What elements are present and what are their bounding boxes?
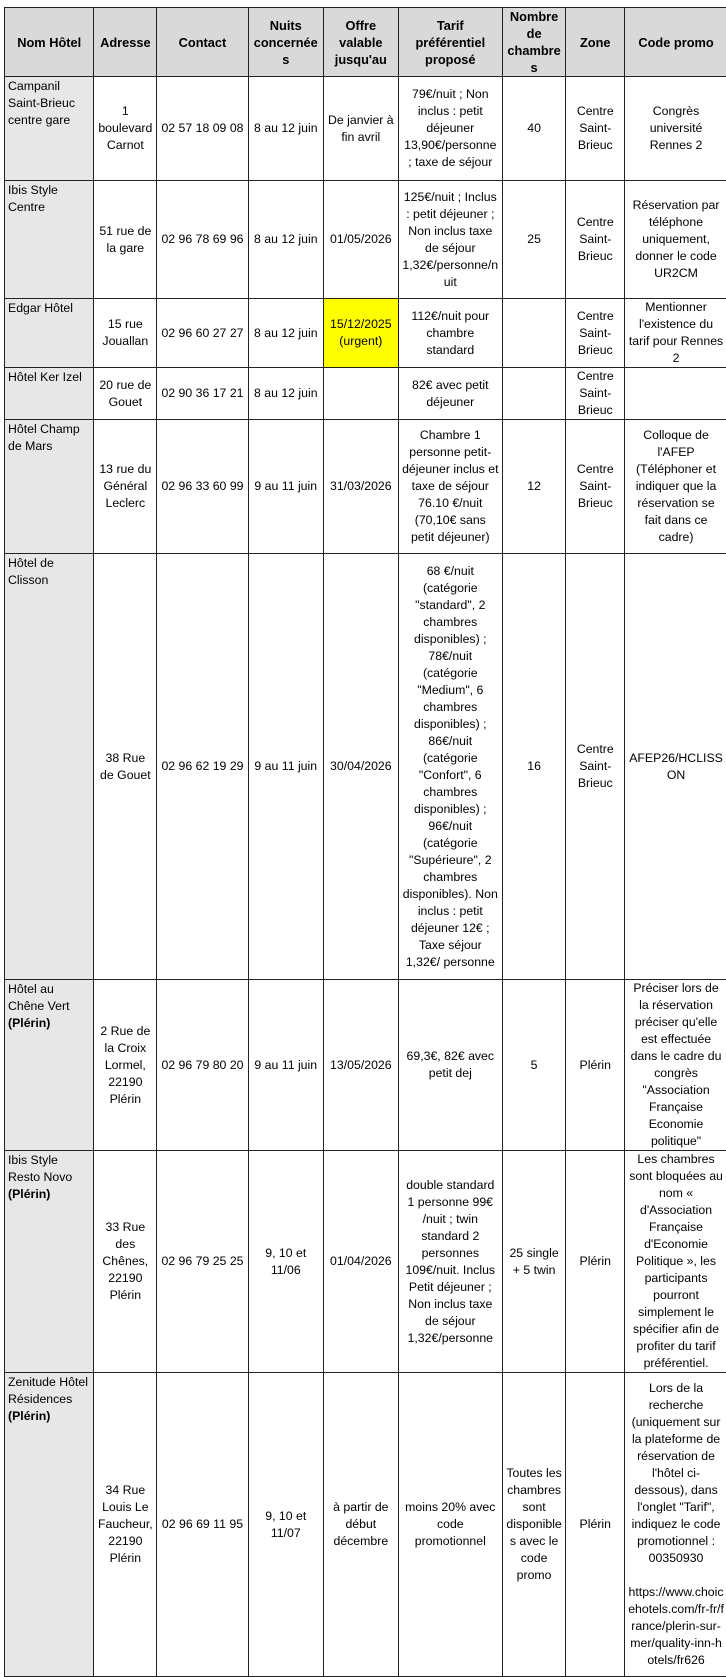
hotel-location: (Plérin) — [8, 1408, 90, 1425]
table-row — [5, 420, 726, 554]
rate-cell: 68 €/nuit (catégorie "standard", 2 chambres disponibles) ; 78€/nuit (catégorie "Medium", 6 chambres disponibles) ; 86€/nuit (catégorie "Confort", 6 chambres disponibles) ; 96€/nuit (catégorie "Supérieure", 2 chambres disponibles). Non inclus : petit déjeuner 12€ ; Taxe séjour 1,32€/ personne — [398, 554, 502, 980]
promo-cell: Congrès université Rennes 2 — [625, 77, 726, 181]
valid-until-cell: 31/03/2026 — [323, 420, 398, 554]
promo-cell: Les chambres sont bloquées au nom « d'Association Française d'Economie Politique », les participants pourront simplement le spécifier afin de profiter du tarif préférentiel. — [625, 1151, 726, 1373]
rooms-cell: 16 — [502, 554, 566, 980]
promo-cell: AFEP26/HCLISSON — [625, 554, 726, 980]
rooms-cell: Toutes les chambres sont disponibles avec le code promo — [502, 1373, 566, 1677]
zone-cell: Centre Saint-Brieuc — [566, 77, 625, 181]
rate-cell: Chambre 1 personne petit-déjeuner inclus et taxe de séjour 76.10 €/nuit (70,10€ sans petit déjeuner) — [398, 420, 502, 554]
rooms-cell: 40 — [502, 77, 566, 181]
nights-cell: 8 au 12 juin — [248, 77, 323, 181]
rate-cell: double standard 1 personne 99€ /nuit ; twin standard 2 personnes 109€/nuit. Inclus Petit déjeuner ; Non inclus taxe de séjour 1,32€/personne — [398, 1151, 502, 1373]
valid-until-cell: 01/05/2026 — [323, 181, 398, 299]
contact-cell: 02 96 79 80 20 — [157, 980, 249, 1151]
rooms-cell — [502, 299, 566, 368]
header-rooms: Nombre de chambres — [502, 8, 566, 77]
valid-until-cell: 30/04/2026 — [323, 554, 398, 980]
zone-cell: Plérin — [566, 1373, 625, 1677]
hotel-name: Ibis Style Resto Novo — [8, 1152, 90, 1186]
header-nights: Nuits concernées — [248, 8, 323, 77]
rooms-cell: 12 — [502, 420, 566, 554]
hotel-table — [4, 7, 726, 1677]
address-cell: 15 rue Jouallan — [94, 299, 157, 368]
nights-cell: 8 au 12 juin — [248, 299, 323, 368]
hotel-name: Hôtel Champ de Mars — [8, 421, 90, 455]
address-cell: 20 rue de Gouet — [94, 368, 157, 420]
contact-cell: 02 96 69 11 95 — [157, 1373, 249, 1677]
rate-cell: 79€/nuit ; Non inclus : petit déjeuner 13,90€/personne ; taxe de séjour — [398, 77, 502, 181]
promo-cell: Colloque de l'AFEP (Téléphoner et indiquer que la réservation se fait dans ce cadre) — [625, 420, 726, 554]
hotel-name-cell — [5, 368, 94, 420]
contact-cell: 02 57 18 09 08 — [157, 77, 249, 181]
header-zone: Zone — [566, 8, 625, 77]
address-cell: 1 boulevard Carnot — [94, 77, 157, 181]
rooms-cell: 25 — [502, 181, 566, 299]
contact-cell: 02 90 36 17 21 — [157, 368, 249, 420]
table-row — [5, 554, 726, 980]
zone-cell: Centre Saint-Brieuc — [566, 420, 625, 554]
address-cell: 38 Rue de Gouet — [94, 554, 157, 980]
hotel-name-cell — [5, 980, 94, 1151]
valid-until-cell: 01/04/2026 — [323, 1151, 398, 1373]
zone-cell: Centre Saint-Brieuc — [566, 368, 625, 420]
rooms-cell: 25 single + 5 twin — [502, 1151, 566, 1373]
contact-cell: 02 96 60 27 27 — [157, 299, 249, 368]
valid-until-cell-urgent: 15/12/2025 (urgent) — [323, 299, 398, 368]
zone-cell: Plérin — [566, 980, 625, 1151]
address-cell: 13 rue du Général Leclerc — [94, 420, 157, 554]
rooms-cell — [502, 368, 566, 420]
zone-cell: Centre Saint-Brieuc — [566, 554, 625, 980]
address-cell: 33 Rue des Chênes, 22190 Plérin — [94, 1151, 157, 1373]
zone-cell: Plérin — [566, 1151, 625, 1373]
address-cell: 34 Rue Louis Le Faucheur, 22190 Plérin — [94, 1373, 157, 1677]
hotel-location: (Plérin) — [8, 1015, 90, 1032]
contact-cell: 02 96 79 25 25 — [157, 1151, 249, 1373]
promo-cell: Mentionner l'existence du tarif pour Rennes 2 — [625, 299, 726, 368]
hotel-name-cell — [5, 77, 94, 181]
hotel-name: Hôtel au Chêne Vert — [8, 981, 90, 1015]
nights-cell: 8 au 12 juin — [248, 181, 323, 299]
rate-cell: moins 20% avec code promotionnel — [398, 1373, 502, 1677]
contact-cell: 02 96 33 60 99 — [157, 420, 249, 554]
hotel-name-cell — [5, 1151, 94, 1373]
header-valid-until: Offre valable jusqu'au — [323, 8, 398, 77]
hotel-name: Hôtel Ker Izel — [8, 369, 90, 386]
address-cell: 51 rue de la gare — [94, 181, 157, 299]
hotel-name: Hôtel de Clisson — [8, 555, 90, 589]
zone-cell: Centre Saint-Brieuc — [566, 299, 625, 368]
promo-cell — [625, 1373, 726, 1677]
header-rate: Tarif préférentiel proposé — [398, 8, 502, 77]
hotel-name-cell — [5, 420, 94, 554]
hotel-name-cell — [5, 181, 94, 299]
valid-until-cell: De janvier à fin avril — [323, 77, 398, 181]
hotel-name: Ibis Style Centre — [8, 182, 90, 216]
rate-cell: 69,3€, 82€ avec petit dej — [398, 980, 502, 1151]
hotel-name-cell — [5, 554, 94, 980]
address-cell: 2 Rue de la Croix Lormel, 22190 Plérin — [94, 980, 157, 1151]
spacer — [628, 1567, 724, 1584]
booking-link[interactable]: https://www.choicehotels.com/fr-fr/france/plerin-sur-mer/quality-inn-hotels/fr626 — [628, 1584, 724, 1669]
nights-cell: 9 au 11 juin — [248, 554, 323, 980]
header-address: Adresse — [94, 8, 157, 77]
header-name: Nom Hôtel — [5, 8, 94, 77]
zone-cell: Centre Saint-Brieuc — [566, 181, 625, 299]
hotel-name: Campanil Saint-Brieuc centre gare — [8, 78, 90, 129]
table-row — [5, 368, 726, 420]
nights-cell: 9, 10 et 11/06 — [248, 1151, 323, 1373]
table-row — [5, 980, 726, 1151]
valid-until-cell: 13/05/2026 — [323, 980, 398, 1151]
hotel-name-cell — [5, 299, 94, 368]
nights-cell: 9, 10 et 11/07 — [248, 1373, 323, 1677]
rate-cell: 112€/nuit pour chambre standard — [398, 299, 502, 368]
nights-cell: 9 au 11 juin — [248, 420, 323, 554]
table-row — [5, 181, 726, 299]
header-row — [5, 8, 726, 77]
promo-cell — [625, 368, 726, 420]
header-contact: Contact — [157, 8, 249, 77]
nights-cell: 8 au 12 juin — [248, 368, 323, 420]
table-row — [5, 1373, 726, 1677]
header-promo: Code promo — [625, 8, 726, 77]
hotel-location: (Plérin) — [8, 1186, 90, 1203]
rate-cell: 82€ avec petit déjeuner — [398, 368, 502, 420]
hotel-name-cell — [5, 1373, 94, 1677]
rate-cell: 125€/nuit ; Inclus : petit déjeuner ; Non inclus taxe de séjour 1,32€/personne/nuit — [398, 181, 502, 299]
table-row — [5, 77, 726, 181]
valid-until-cell — [323, 368, 398, 420]
nights-cell: 9 au 11 juin — [248, 980, 323, 1151]
rooms-cell: 5 — [502, 980, 566, 1151]
table-row — [5, 1151, 726, 1373]
promo-cell: Préciser lors de la réservation préciser qu'elle est effectuée dans le cadre du congrès "Association Française Economie politique" — [625, 980, 726, 1151]
valid-until-cell: à partir de début décembre — [323, 1373, 398, 1677]
table-row — [5, 299, 726, 368]
contact-cell: 02 96 62 19 29 — [157, 554, 249, 980]
promo-cell: Réservation par téléphone uniquement, donner le code UR2CM — [625, 181, 726, 299]
contact-cell: 02 96 78 69 96 — [157, 181, 249, 299]
promo-text: Lors de la recherche (uniquement sur la plateforme de réservation de l'hôtel ci-dessous), dans l'onglet "Tarif", indiquez le code promotionnel : 00350930 — [628, 1380, 724, 1567]
hotel-name: Zenitude Hôtel Résidences — [8, 1374, 90, 1408]
hotel-name: Edgar Hôtel — [8, 300, 90, 317]
